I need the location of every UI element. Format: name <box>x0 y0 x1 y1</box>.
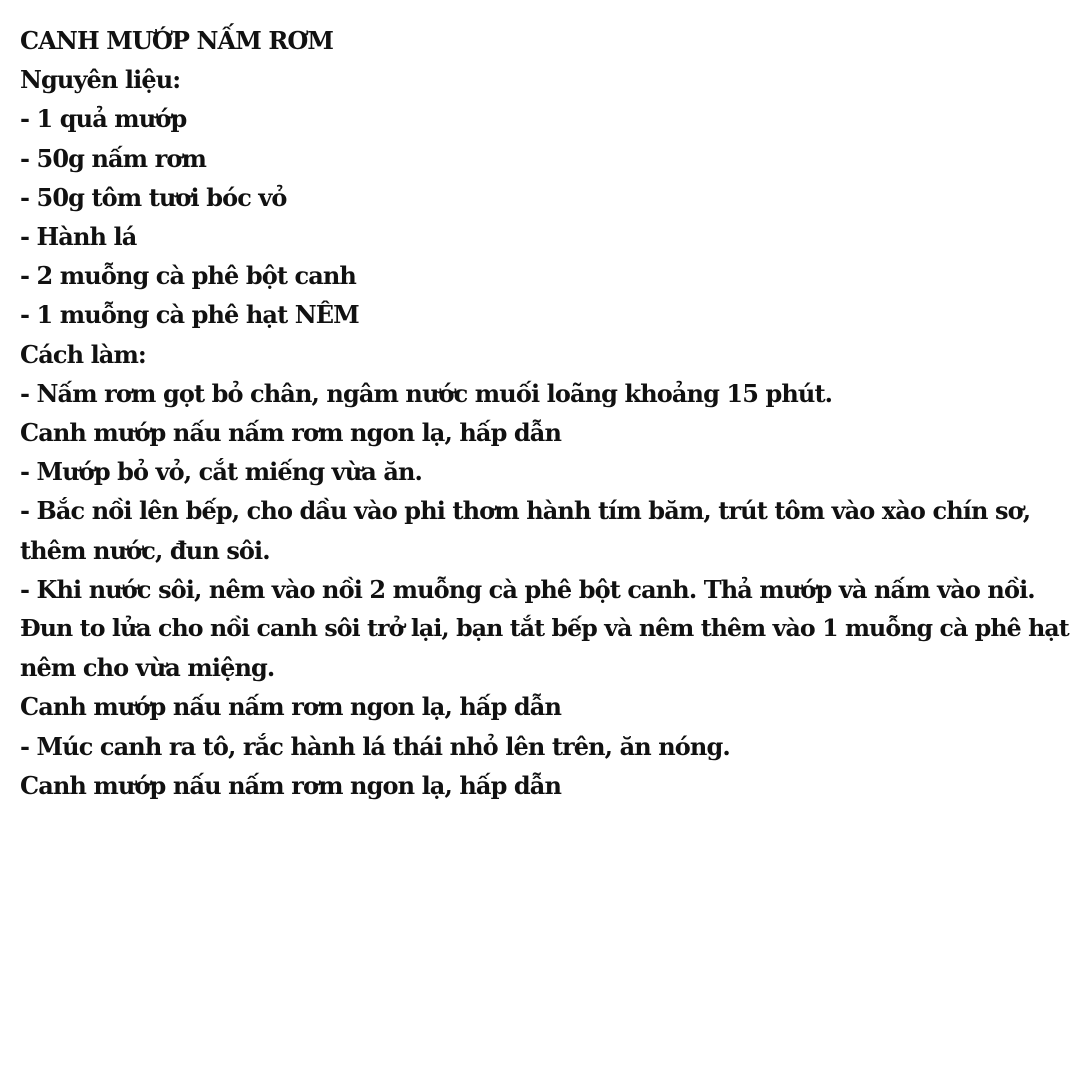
method-line: thêm nước, đun sôi. <box>20 535 270 565</box>
image-caption: Canh mướp nấu nấm rơm ngon lạ, hấp dẫn <box>20 692 561 722</box>
recipe-document <box>20 21 1076 805</box>
method-line: nêm cho vừa miệng. <box>20 653 275 683</box>
ingredient-item: - 2 muỗng cà phê bột canh <box>20 261 356 291</box>
image-caption: Canh mướp nấu nấm rơm ngon lạ, hấp dẫn <box>20 770 561 800</box>
ingredient-item: - 1 quả mướp <box>20 104 187 134</box>
method-line: - Bắc nồi lên bếp, cho dầu vào phi thơm hành tím băm, trút tôm vào xào chín sơ, <box>20 496 1031 526</box>
ingredient-item: - 50g tôm tươi bóc vỏ <box>20 182 287 212</box>
method-line: - Nấm rơm gọt bỏ chân, ngâm nước muối loãng khoảng 15 phút. <box>20 378 833 408</box>
ingredient-item: - 50g nấm rơm <box>20 143 206 173</box>
ingredients-heading: Nguyên liệu: <box>20 65 181 95</box>
method-line: Đun to lửa cho nồi canh sôi trở lại, bạn tắt bếp và nêm thêm vào 1 muỗng cà phê hạt <box>20 614 1069 643</box>
method-heading: Cách làm: <box>20 339 146 369</box>
method-line: - Mướp bỏ vỏ, cắt miếng vừa ăn. <box>20 457 423 487</box>
ingredient-item: - Hành lá <box>20 222 137 252</box>
recipe-title: CANH MƯỚP NẤM RƠM <box>20 26 334 55</box>
ingredient-item: - 1 muỗng cà phê hạt NÊM <box>20 300 359 330</box>
image-caption: Canh mướp nấu nấm rơm ngon lạ, hấp dẫn <box>20 418 561 448</box>
method-line: - Múc canh ra tô, rắc hành lá thái nhỏ lên trên, ăn nóng. <box>20 731 730 761</box>
method-line: - Khi nước sôi, nêm vào nồi 2 muỗng cà phê bột canh. Thả mướp và nấm vào nồi. <box>20 574 1035 604</box>
